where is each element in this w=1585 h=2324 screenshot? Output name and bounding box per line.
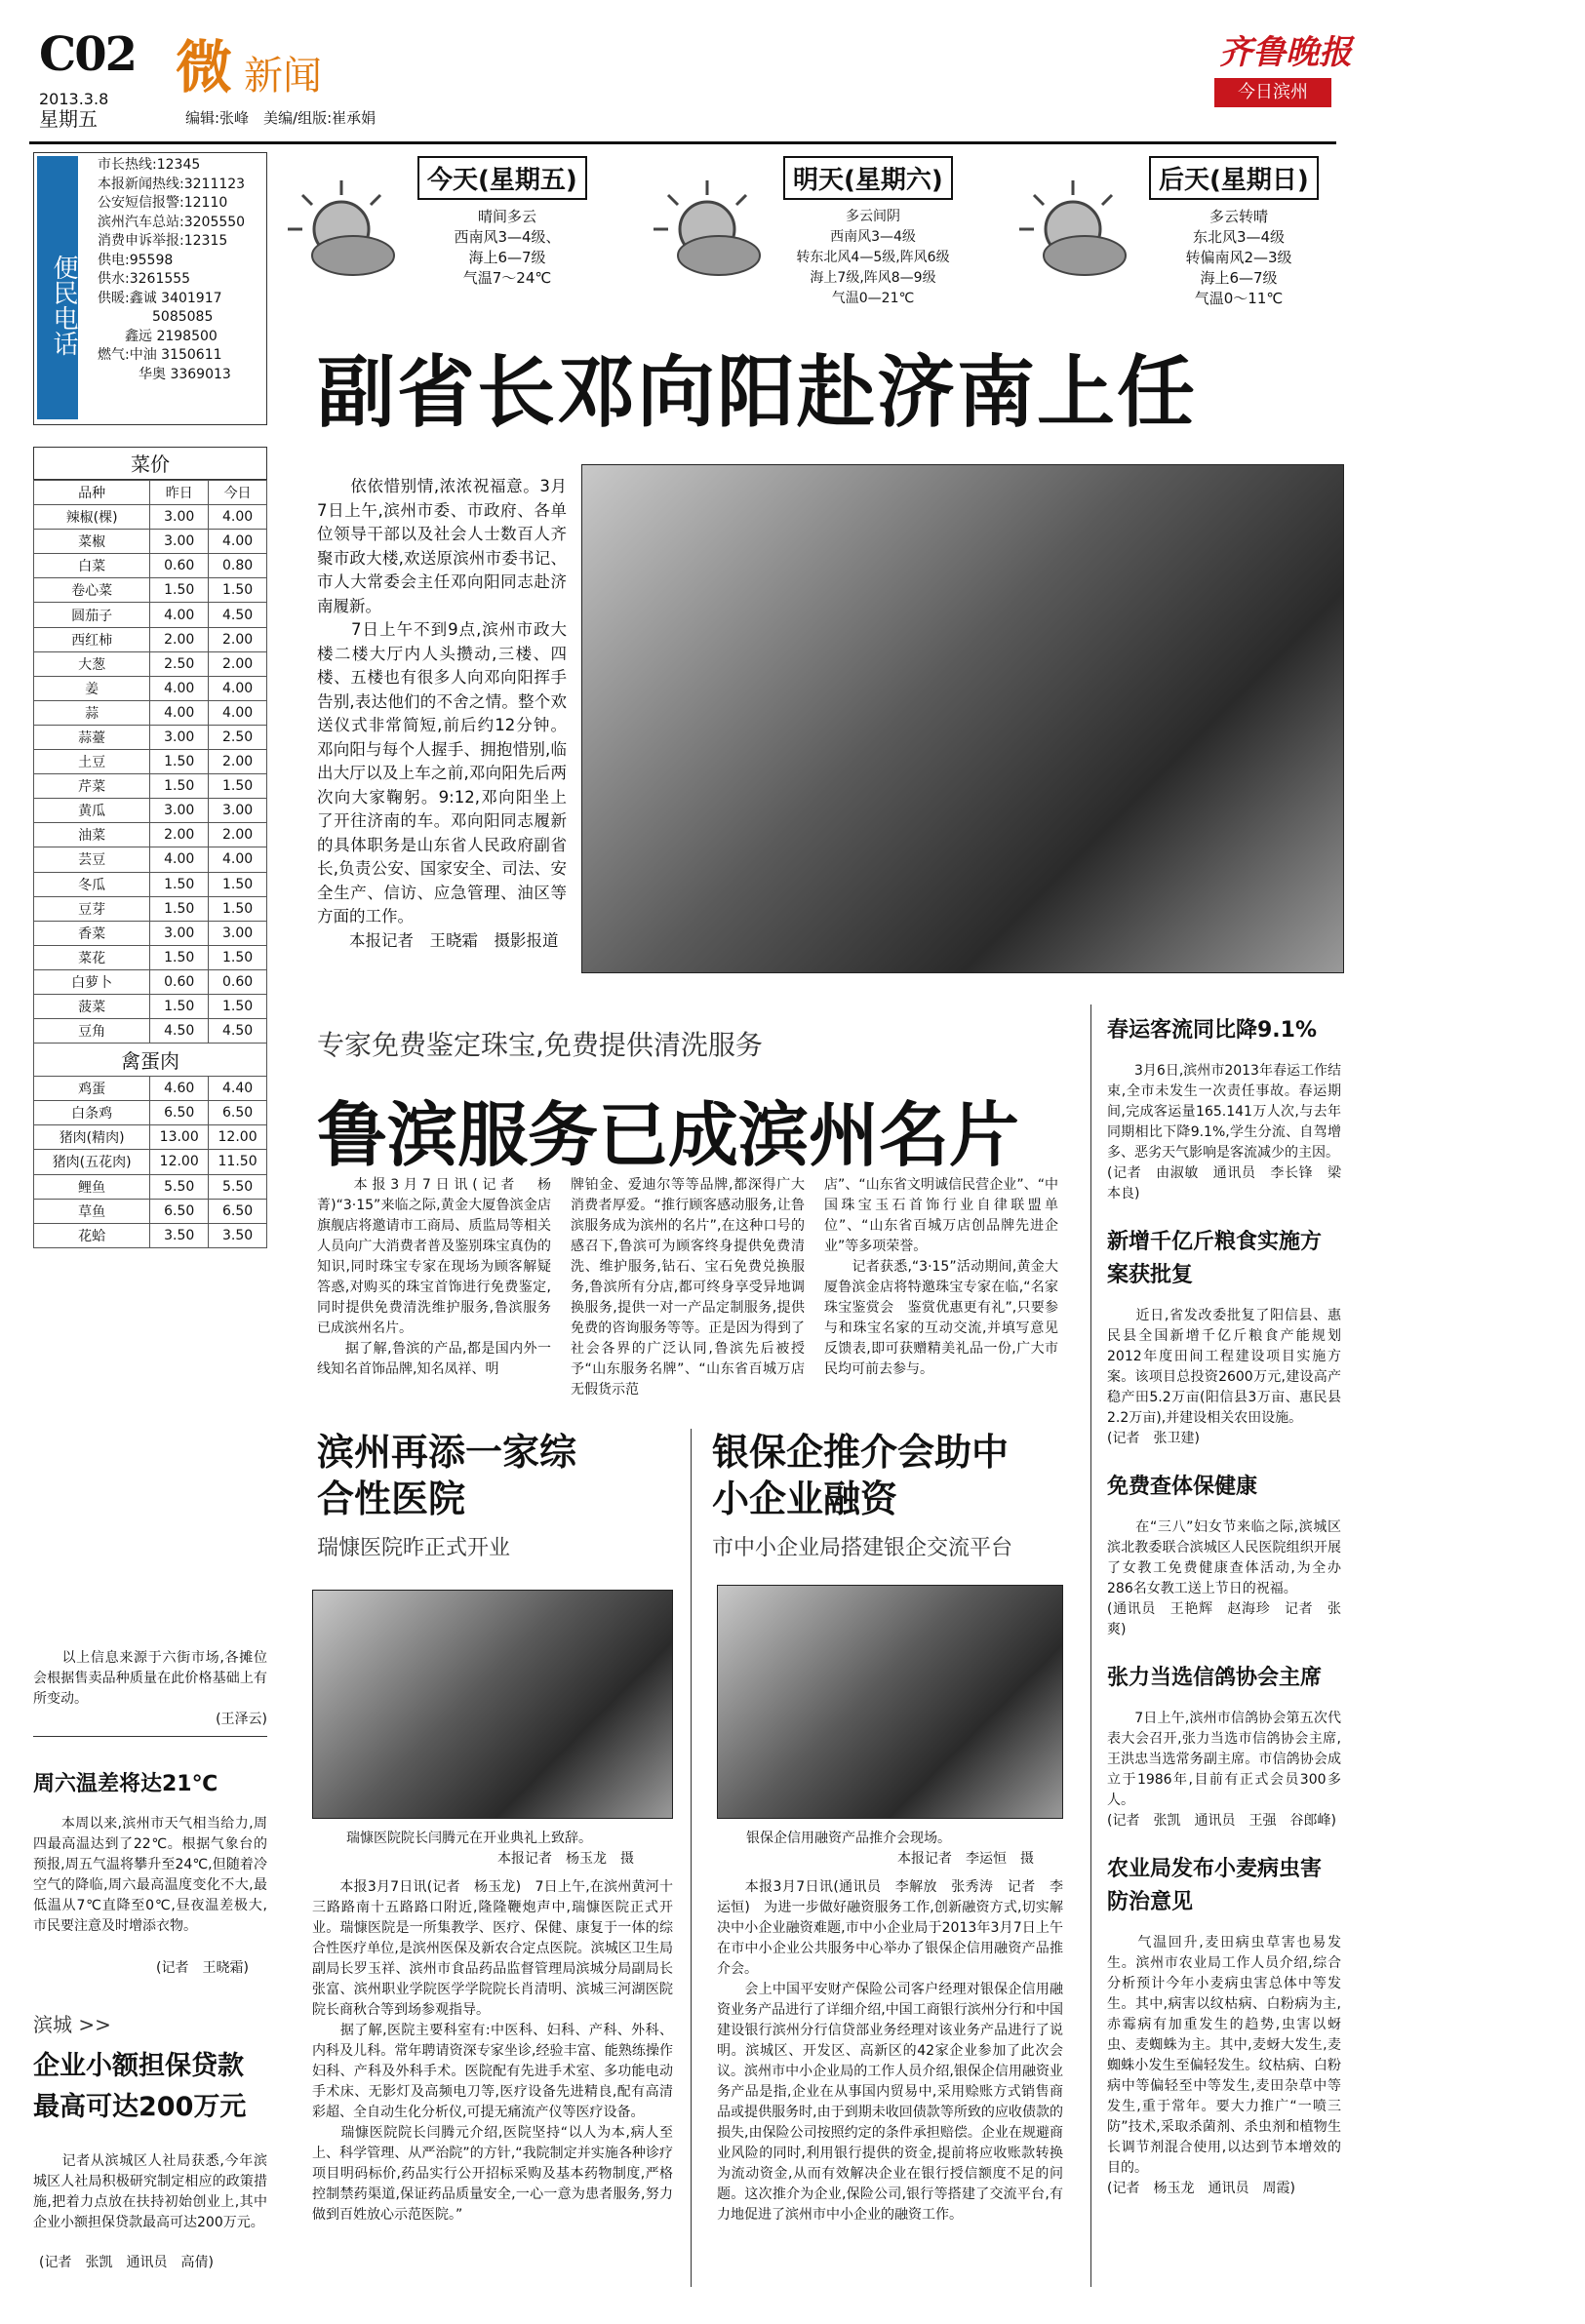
- table-cell: 6.50: [209, 1101, 267, 1125]
- table-cell: 3.00: [150, 505, 209, 530]
- weather-details: [1141, 207, 1336, 309]
- issue-date: 2013.3.8: [39, 90, 109, 108]
- weather-line: 多云间阴: [846, 209, 900, 224]
- table-cell: 3.00: [150, 530, 209, 554]
- brief-body: 近日,省发改委批复了阳信县、惠民县全国新增千亿斤粮食产能规划2012年度田间工程建设项目实施方案。该项目总投资2600万元,建设高产稳产田5.2万亩(阳信县3万亩、惠民县2.2万亩),并建设相关农田设施。: [1107, 1308, 1341, 1426]
- table-row: [34, 505, 267, 530]
- jewel-col-3: 店”、“山东省文明诚信民营企业”、“中国珠宝玉石首饰行业自律联盟单位”、“山东省百城万店创品牌先进企业”等多项荣誉。 记者获悉,“3·15”活动期间,黄金大厦鲁滨金店将特邀珠宝专家在临,“名家珠宝鉴赏会 鉴赏优惠更有礼”,只要参与和珠宝名家的互动交流,并填写意见反馈表,即可获赠精美礼品一份,广大市民均可前去参与。: [824, 1177, 1058, 1377]
- table-cell: 1.50: [150, 750, 209, 774]
- column-rule: [691, 1429, 692, 2287]
- jewel-col-1: 本报3月7日讯(记者 杨菁)“3·15”来临之际,黄金大厦鲁滨金店旗舰店将邀请市工商局、质监局等相关人员向广大消费者普及鉴别珠宝真伪的知识,同时珠宝专家在现场为顾客解疑答惑,对购买的珠宝首饰进行免费鉴定,同时提供免费清洗维护服务,鲁滨服务已成滨州名片。 据了解,鲁滨的产品,都是国内外一线知名首饰品牌,知名凤祥、明: [317, 1177, 551, 1377]
- bianmin-list: [98, 156, 254, 384]
- weather-line: 气温7～24℃: [462, 269, 552, 287]
- table-cell: 1.50: [209, 578, 267, 603]
- hospital-caption: 瑞慷医院院长闫腾元在开业典礼上致辞。: [346, 1831, 592, 1846]
- table-header: 昨日: [150, 481, 209, 505]
- table-cell: 猪肉(五花肉): [34, 1150, 150, 1174]
- issue-weekday: 星期五: [39, 107, 98, 131]
- table-cell: 4.00: [150, 676, 209, 700]
- issue-date-block: [39, 90, 108, 129]
- weather-line: 西南风3—4级、: [454, 228, 561, 246]
- table-cell: 2.00: [150, 823, 209, 847]
- brief-title: 春运客流同比降9.1%: [1107, 1018, 1318, 1043]
- bianmin-line: 滨州汽车总站:3205550: [98, 214, 246, 230]
- hospital-credit: 本报记者 杨玉龙 摄: [497, 1851, 634, 1867]
- table-row: [34, 1199, 267, 1223]
- table-cell: 1.50: [150, 872, 209, 896]
- table-cell: 13.00: [150, 1125, 209, 1150]
- editors-line: 编辑:张峰 美编/组版:崔承娟: [185, 109, 376, 127]
- weather-line: 多云转晴: [1209, 208, 1268, 225]
- bianmin-line: 本报新闻热线:3211123: [98, 176, 246, 192]
- weather-line: 气温0—21℃: [831, 291, 915, 306]
- table-row: [34, 896, 267, 921]
- bianmin-line: 公安短信报警:12110: [98, 195, 228, 211]
- table-cell: 2.50: [209, 725, 267, 749]
- lead-photo: [581, 464, 1344, 973]
- table-cell: 菜花: [34, 945, 150, 969]
- table-row: [34, 700, 267, 725]
- brief-body: 7日上午,滨州市信鸽协会第五次代表大会召开,张力当选市信鸽协会主席,王洪忠当选常务副主席。市信鸽协会成立于1986年,目前有正式会员300多人。: [1107, 1711, 1341, 1808]
- bianmin-line: 供水:3261555: [98, 271, 191, 287]
- weather-day-after: [1005, 156, 1336, 307]
- table-cell: 1.50: [150, 896, 209, 921]
- table-cell: 1.50: [209, 872, 267, 896]
- table-cell: 1.50: [150, 774, 209, 799]
- bianmin-line: 华奥 3369013: [98, 366, 231, 382]
- weather-day-title: 今天(星期五): [417, 156, 587, 200]
- meat-section-title: 禽蛋肉: [34, 1044, 267, 1077]
- table-cell: 3.00: [150, 725, 209, 749]
- table-cell: 12.00: [209, 1125, 267, 1150]
- weather-details: [410, 207, 605, 289]
- table-row: [34, 921, 267, 945]
- table-cell: 土豆: [34, 750, 150, 774]
- table-cell: 3.50: [150, 1223, 209, 1247]
- table-row: [34, 1101, 267, 1125]
- section-logo: [176, 21, 429, 99]
- table-row: [34, 994, 267, 1018]
- table-row: [34, 1174, 267, 1199]
- weather-day-title: 明天(星期六): [783, 156, 953, 200]
- table-cell: 草鱼: [34, 1199, 150, 1223]
- brief-body: 在“三八”妇女节来临之际,滨城区滨北教委联合滨城区人民医院组织开展了女教工免费健康查体活动,为全办286名女教工送上节日的祝福。: [1107, 1519, 1341, 1596]
- lead-body: 依依惜别情,浓浓祝福意。3月7日上午,滨州市委、市政府、各单位领导干部以及社会人士数百人齐聚市政大楼,欢送原滨州市委书记、市人大常委会主任邓向阳同志赴济南履新。 7日上午不到9点,滨州市政大楼二楼大厅内人头攒动,三楼、四楼、五楼也有很多人向邓向阳挥手告别,表达他们的不舍之情。整个欢送仪式非常简短,前后约12分钟。邓向阳与每个人握手、拥抱惜别,临出大厅以及上车之前,邓向阳先后两次向大家鞠躬。9:12,邓向阳坐上了开往济南的车。邓向阳同志履新的具体职务是山东省人民政府副省长,负责公安、国家安全、司法、安全生产、信访、应急管理、油区等方面的工作。 本报记者 王晓霜 摄影报道: [317, 477, 567, 950]
- bianmin-label: 便民电话: [37, 156, 78, 419]
- table-cell: 白菜: [34, 554, 150, 578]
- table-cell: 4.50: [209, 1019, 267, 1044]
- table-header-row: [34, 481, 267, 505]
- table-row: [34, 1223, 267, 1247]
- brief-author: (通讯员 王艳辉 赵海珍 记者 张爽): [1107, 1601, 1341, 1637]
- table-row: [34, 945, 267, 969]
- table-cell: 1.50: [150, 945, 209, 969]
- table-row: [34, 872, 267, 896]
- bianmin-line: 供暖:鑫诚 3401917: [98, 290, 222, 306]
- bank-headline: 银保企推介会助中小企业融资: [712, 1431, 1010, 1520]
- hospital-body: 本报3月7日讯(记者 杨玉龙) 7日上午,在滨州黄河十三路路南十五路路口附近,隆隆鞭炮声中,瑞慷医院正式开业。瑞慷医院是一所集教学、医疗、保健、康复于一体的综合性医疗单位,是滨州医保及新农合定点医院。滨城区卫生局副局长罗玉祥、滨州市食品药品监督管理局滨城分局副局长张富、滨州职业学院医学学院院长肖清明、滨城三河湖医院院长商秋合等到场参观指导。 据了解,医院主要科室有:中医科、妇科、产科、外科、内科及儿科。常年聘请资深专家坐诊,经验丰富、能熟练操作妇科、产科及外科手术。医院配有先进手术室、多功能电动手术床、无影灯及高频电刀等,医疗设备先进精良,配有高清彩超、全自动生化分析仪,可提无痛流产仪等医疗设备。 瑞慷医院院长闫腾元介绍,医院坚持“以人为本,病人至上、科学管理、从严治院”的方针,“我院制定并实施各种诊疗项目明码标价,药品实行公开招标采购及基本药物制度,严格控制禁药渠道,保证药品质量安全,一心一意为患者服务,努力做到百姓放心示范医院。”: [312, 1879, 673, 2223]
- table-row: [34, 823, 267, 847]
- table-row: [34, 1125, 267, 1150]
- table-cell: 冬瓜: [34, 872, 150, 896]
- table-cell: 0.60: [150, 969, 209, 994]
- table-cell: 辣椒(棵): [34, 505, 150, 530]
- table-row: [34, 774, 267, 799]
- sun-cloud-icon: [1014, 176, 1131, 283]
- weather-line: 西南风3—4级: [830, 229, 916, 245]
- weather-line: 海上6—7级: [468, 249, 546, 266]
- left-divider: [33, 1736, 267, 1737]
- table-cell: 1.50: [150, 994, 209, 1018]
- table-cell: 油菜: [34, 823, 150, 847]
- bank-photo: [717, 1585, 1063, 1819]
- table-cell: 4.00: [209, 676, 267, 700]
- table-cell: 菜椒: [34, 530, 150, 554]
- brief-author: (记者 由淑敏 通讯员 李长锋 梁本良): [1107, 1165, 1341, 1201]
- table-cell: 1.50: [209, 994, 267, 1018]
- bianmin-line: 消费申诉举报:12315: [98, 233, 228, 249]
- table-row: [34, 578, 267, 603]
- table-row: [34, 1077, 267, 1101]
- brief-body: 3月6日,滨州市2013年春运工作结束,全市未发生一次责任事故。春运期间,完成客运量165.141万人次,与去年同期相比下降9.1%,学生分流、自驾增多、恶劣天气影响是客流减少的主因。: [1107, 1063, 1341, 1161]
- table-row: [34, 627, 267, 651]
- table-cell: 豆角: [34, 1019, 150, 1044]
- table-row: [34, 725, 267, 749]
- weather-story-author: (记者 王晓霜): [156, 1960, 249, 1976]
- table-cell: 5.50: [209, 1174, 267, 1199]
- table-cell: 4.00: [209, 700, 267, 725]
- table-cell: 6.50: [209, 1199, 267, 1223]
- table-cell: 4.00: [209, 505, 267, 530]
- jewel-col-2: 牌铂金、爱迪尔等等品牌,都深得广大消费者厚爱。“推行顾客感动服务,让鲁滨服务成为滨州的名片”,在这种口号的感召下,鲁滨可为顾客终身提供免费清洗、维护服务,钻石、宝石免费兑换服务,鲁滨所有分店,都可终身享受异地调换服务,提供一对一产品定制服务,提供免费的咨询服务等等。正是因为得到了社会各界的广泛认同,鲁滨先后被授予“山东服务名牌”、“山东省百城万店无假货示范: [571, 1177, 805, 1398]
- bank-subtitle: 市中小企业局搭建银企交流平台: [712, 1536, 1013, 1560]
- table-cell: 1.50: [209, 896, 267, 921]
- brief-author: (记者 张凯 通讯员 王强 谷郎峰): [1107, 1813, 1336, 1829]
- table-cell: 菠菜: [34, 994, 150, 1018]
- table-cell: 1.50: [209, 774, 267, 799]
- jewel-subtitle: 专家免费鉴定珠宝,免费提供清洗服务: [317, 1029, 763, 1061]
- masthead-rule: [29, 141, 1336, 144]
- veg-price-title: 菜价: [33, 447, 267, 480]
- weather-details: [775, 207, 971, 309]
- table-cell: 卷心菜: [34, 578, 150, 603]
- table-cell: 西红柿: [34, 627, 150, 651]
- weather-line: 晴间多云: [477, 208, 536, 225]
- jewel-headline: 鲁滨服务已成滨州名片: [317, 1094, 1020, 1176]
- weather-tomorrow: [639, 156, 990, 306]
- weather-today: [273, 156, 624, 302]
- table-cell: 4.00: [150, 847, 209, 872]
- bianmin-line: 燃气:中油 3150611: [98, 347, 222, 363]
- table-row: [34, 1019, 267, 1044]
- table-cell: 2.00: [209, 823, 267, 847]
- brief-title: 农业局发布小麦病虫害防治意见: [1107, 1857, 1323, 1914]
- bank-credit: 本报记者 李运恒 摄: [897, 1851, 1034, 1867]
- bianmin-line: 市长热线:12345: [98, 157, 201, 173]
- brief-author: (记者 杨玉龙 通讯员 周霞): [1107, 2181, 1295, 2196]
- table-cell: 4.00: [209, 530, 267, 554]
- table-cell: 4.40: [209, 1077, 267, 1101]
- table-cell: 2.00: [209, 750, 267, 774]
- table-header: 品种: [34, 481, 150, 505]
- table-cell: 0.60: [150, 554, 209, 578]
- table-cell: 5.50: [150, 1174, 209, 1199]
- table-cell: 3.00: [209, 921, 267, 945]
- brief-title: 免费查体保健康: [1107, 1475, 1258, 1499]
- weather-line: 转偏南风2—3级: [1185, 249, 1292, 266]
- table-cell: 3.00: [209, 799, 267, 823]
- logo-char: 微: [176, 34, 233, 100]
- table-row: [34, 847, 267, 872]
- table-row: [34, 969, 267, 994]
- district-tag: 滨城 >>: [33, 2013, 111, 2036]
- table-cell: 1.50: [209, 945, 267, 969]
- table-cell: 蒜薹: [34, 725, 150, 749]
- table-cell: 黄瓜: [34, 799, 150, 823]
- table-cell: 白条鸡: [34, 1101, 150, 1125]
- bank-body: 本报3月7日讯(通讯员 李解放 张秀涛 记者 李运恒) 为进一步做好融资服务工作,创新融资方式,切实解决中小企业融资难题,市中小企业局于2013年3月7日上午在市中小企业公共服务中心举办了银保企信用融资产品推介会。 会上中国平安财产保险公司客户经理对银保企信用融资业务产品进行了详细介绍,中国工商银行滨州分行和中国建设银行滨州分行信贷部业务经理对该业务产品进行了说明。滨城区、开发区、高新区的42家企业参加了此次会议。滨州市中小企业局的工作人员介绍,银保企信用融资业务产品是指,企业在从事国内贸易中,采用赊账方式销售商品或提供服务时,由于到期未收回债款等所致的应收债款的损失,由保险公司按照约定的条件承担赔偿。企业在规避商业风险的同时,利用银行提供的资金,提前将应收账款转换为流动资金,从而有效解决企业在银行授信额度不足的问题。这次推介为企业,保险公司,银行等搭建了交流平台,有力地促进了滨州市中小企业的融资工作。: [717, 1879, 1063, 2223]
- hospital-photo: [312, 1590, 673, 1819]
- table-cell: 蒜: [34, 700, 150, 725]
- table-cell: 4.00: [150, 603, 209, 627]
- lead-headline: 副省长邓向阳赴济南上任: [317, 347, 1197, 438]
- table-row: [34, 676, 267, 700]
- loan-story-title: 企业小额担保贷款最高可达200万元: [33, 2051, 247, 2122]
- weather-line: 气温0～11℃: [1194, 290, 1284, 307]
- table-cell: 3.50: [209, 1223, 267, 1247]
- table-cell: 3.00: [150, 799, 209, 823]
- table-row: [34, 799, 267, 823]
- table-row: [34, 554, 267, 578]
- note-text: 以上信息来源于六街市场,各摊位会根据售卖品种质量在此价格基础上有所变动。: [33, 1650, 267, 1707]
- table-cell: 3.00: [150, 921, 209, 945]
- logo-text: 新闻: [244, 54, 322, 98]
- table-cell: 11.50: [209, 1150, 267, 1174]
- bank-caption: 银保企信用融资产品推介会现场。: [746, 1831, 951, 1846]
- table-cell: 芸豆: [34, 847, 150, 872]
- weather-line: 海上6—7级: [1200, 269, 1278, 287]
- weather-line: 东北风3—4级: [1192, 228, 1286, 246]
- table-row: [34, 750, 267, 774]
- table-cell: 芹菜: [34, 774, 150, 799]
- table-cell: 1.50: [150, 578, 209, 603]
- weather-story-body: 本周以来,滨州市天气相当给力,周四最高温达到了22℃。根据气象台的预报,周五气温将攀升至24℃,但随着冷空气的降临,周六最高温度变化不大,最低温从7℃直降至0℃,昼夜温差极大,市民要注意及时增添衣物。: [33, 1816, 267, 1934]
- loan-story-body: 记者从滨城区人社局获悉,今年滨城区人社局积极研究制定相应的政策措施,把着力点放在扶持初始创业上,其中企业小额担保贷款最高可达200万元。: [33, 2153, 267, 2230]
- table-cell: 鸡蛋: [34, 1077, 150, 1101]
- table-cell: 4.50: [209, 603, 267, 627]
- table-cell: 12.00: [150, 1150, 209, 1174]
- brief-title: 新增千亿斤粮食实施方案获批复: [1107, 1230, 1323, 1287]
- table-row: [34, 651, 267, 676]
- hospital-headline: 滨州再添一家综合性医院: [317, 1431, 577, 1520]
- brief-author: (记者 张卫建): [1107, 1431, 1200, 1446]
- weather-line: 海上7级,阵风8—9级: [810, 270, 936, 286]
- table-cell: 鲤鱼: [34, 1174, 150, 1199]
- note-author: (王泽云): [216, 1712, 267, 1727]
- bianmin-line: 供电:95598: [98, 252, 174, 268]
- table-cell: 0.80: [209, 554, 267, 578]
- table-cell: 0.60: [209, 969, 267, 994]
- table-row: [34, 530, 267, 554]
- table-cell: 豆芽: [34, 896, 150, 921]
- table-cell: 2.00: [150, 627, 209, 651]
- weather-day-title: 后天(星期日): [1149, 156, 1319, 200]
- table-cell: 4.00: [209, 847, 267, 872]
- table-cell: 大葱: [34, 651, 150, 676]
- brief-title: 张力当选信鸽协会主席: [1107, 1666, 1323, 1690]
- edition-badge: 今日滨州: [1214, 78, 1331, 107]
- brief-column: [1107, 1014, 1341, 2199]
- table-cell: 香菜: [34, 921, 150, 945]
- table-row: [34, 603, 267, 627]
- veg-price-table: [33, 480, 267, 1248]
- table-cell: 白萝卜: [34, 969, 150, 994]
- weather-line: 转东北风4—5级,阵风6级: [796, 250, 950, 265]
- table-cell: 2.50: [150, 651, 209, 676]
- table-cell: 6.50: [150, 1101, 209, 1125]
- table-cell: 圆茄子: [34, 603, 150, 627]
- table-cell: 姜: [34, 676, 150, 700]
- column-rule: [1090, 1004, 1091, 2287]
- bianmin-line: 5085085: [98, 309, 214, 325]
- table-cell: 4.00: [150, 700, 209, 725]
- table-cell: 2.00: [209, 627, 267, 651]
- newspaper-brand: 齐鲁晚报: [1219, 33, 1352, 72]
- veg-price-note: [33, 1648, 267, 1730]
- bianmin-line: 鑫远 2198500: [98, 328, 218, 344]
- sun-cloud-icon: [649, 176, 766, 283]
- table-cell: 6.50: [150, 1199, 209, 1223]
- sun-cloud-icon: [283, 176, 400, 283]
- table-cell: 4.50: [150, 1019, 209, 1044]
- hospital-subtitle: 瑞慷医院昨正式开业: [317, 1536, 511, 1560]
- table-row: [34, 1150, 267, 1174]
- brief-body: 气温回升,麦田病虫草害也易发生。滨州市农业局工作人员介绍,综合分析预计今年小麦病虫害总体中等发生。其中,病害以纹枯病、白粉病为主,赤霉病有加重发生的趋势,虫害以蚜虫、麦蜘蛛为主。其中,麦蚜大发生,麦蜘蛛小发生至偏轻发生。纹枯病、白粉病中等偏轻至中等发生,麦田杂草中等发生,重于常年。要大力推广“一喷三防”技术,采取杀菌剂、杀虫剂和植物生长调节剂混合使用,以达到节本增效的目的。: [1107, 1935, 1341, 2176]
- table-cell: 4.60: [150, 1077, 209, 1101]
- table-cell: 猪肉(精肉): [34, 1125, 150, 1150]
- meat-section-row: [34, 1044, 267, 1077]
- table-header: 今日: [209, 481, 267, 505]
- page-number: C02: [39, 27, 136, 82]
- table-cell: 2.00: [209, 651, 267, 676]
- weather-story-title: 周六温差将达21℃: [33, 1772, 218, 1796]
- table-cell: 花蛤: [34, 1223, 150, 1247]
- loan-story-author: (记者 张凯 通讯员 高倩): [39, 2255, 214, 2270]
